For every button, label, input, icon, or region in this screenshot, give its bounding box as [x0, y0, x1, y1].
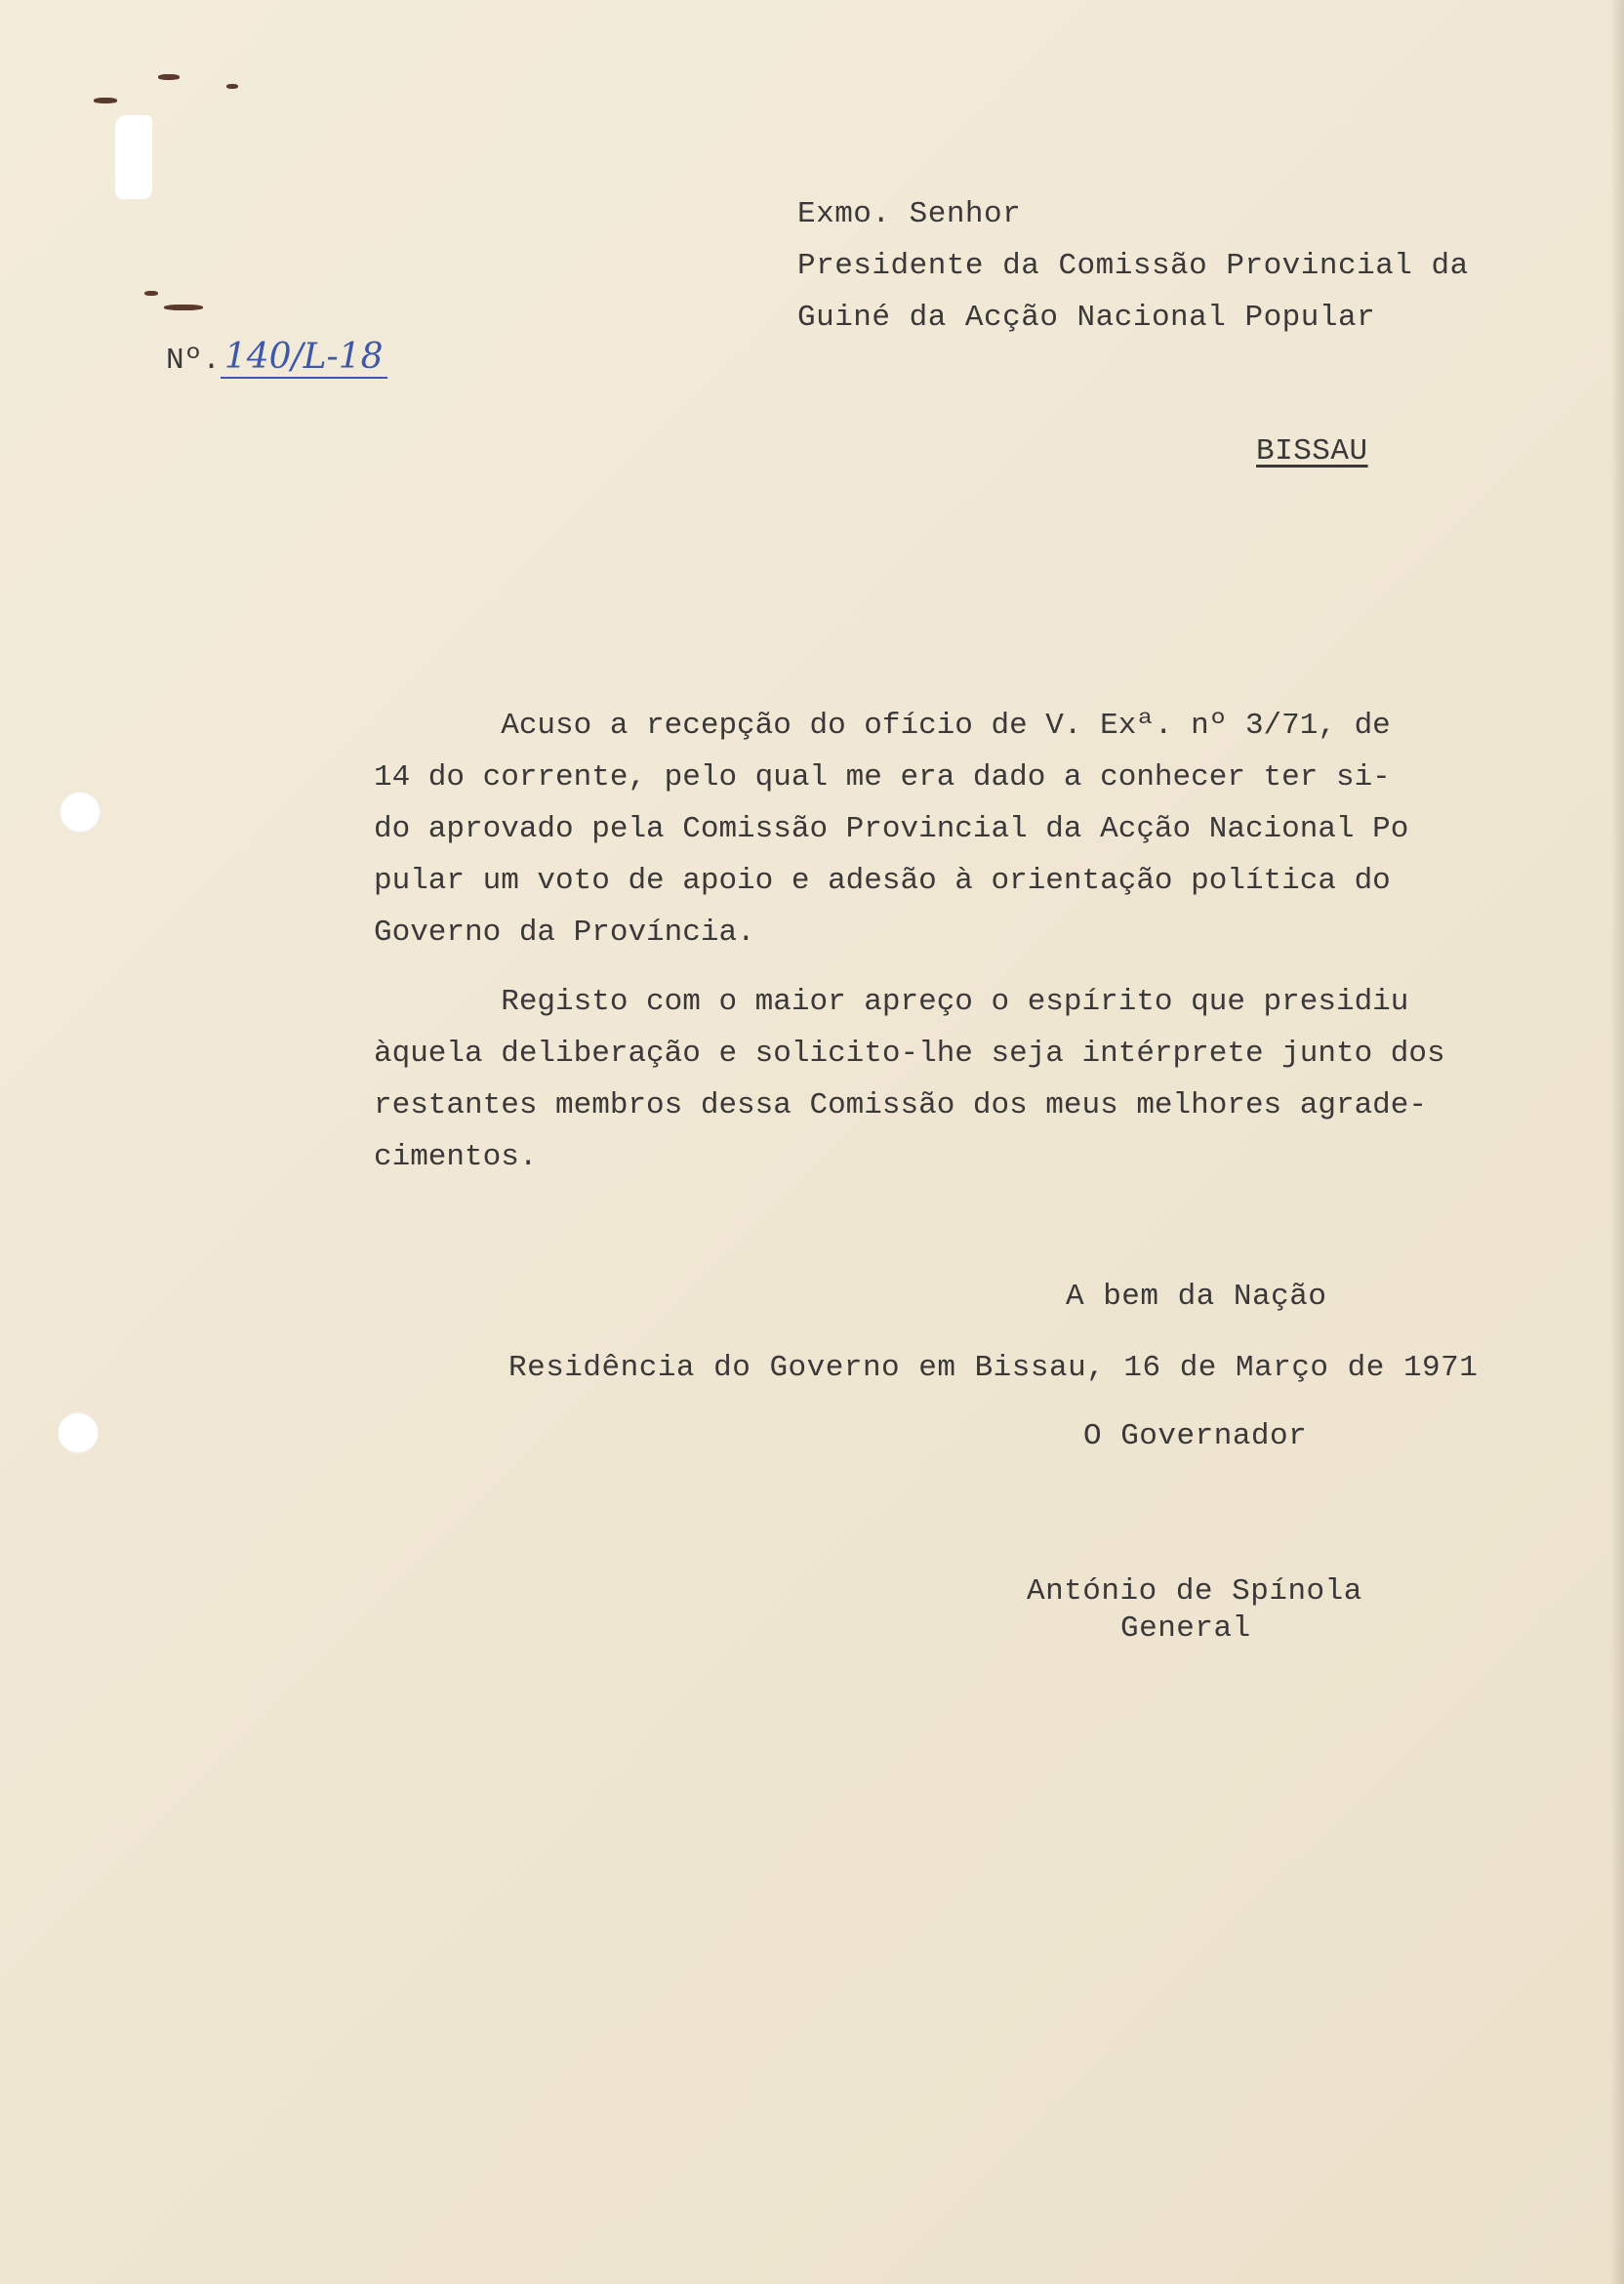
paragraph-line: Acuso a recepção do ofício de V. Exª. nº 3/71, de [374, 709, 1391, 743]
reference-prefix: Nº. [166, 344, 221, 378]
paragraph-line: 14 do corrente, pelo qual me era dado a conhecer ter si- [374, 760, 1391, 795]
reference-number [166, 336, 387, 383]
body-paragraph-1 [374, 700, 1525, 958]
punch-hole [58, 1412, 99, 1453]
ink-speck [144, 291, 158, 296]
signatory-rank: General [1120, 1611, 1251, 1646]
address-salutation: Exmo. Senhor [797, 197, 1022, 231]
ink-speck [158, 74, 180, 80]
address-place: BISSAU [1256, 434, 1368, 469]
paper-edge-shadow [1610, 0, 1624, 2284]
address-line-1: Presidente da Comissão Provincial da [797, 249, 1469, 283]
handwritten-reference: 140/L-18 [221, 337, 387, 379]
paragraph-line: àquela deliberação e solicito-lhe seja intérprete junto dos [374, 1037, 1445, 1071]
body-paragraph-2 [374, 976, 1525, 1183]
ink-speck [226, 84, 238, 89]
paragraph-line: pular um voto de apoio e adesão à orientação política do [374, 864, 1391, 898]
paragraph-line: cimentos. [374, 1140, 538, 1174]
paragraph-line: do aprovado pela Comissão Provincial da Acção Nacional Po [374, 812, 1409, 846]
ink-speck [94, 98, 117, 103]
paragraph-line: Governo da Província. [374, 916, 755, 950]
place-and-date: Residência do Governo em Bissau, 16 de Março de 1971 [508, 1351, 1479, 1385]
punch-hole [60, 792, 101, 833]
ink-speck [164, 305, 203, 310]
paragraph-line: restantes membros dessa Comissão dos meus melhores agrade- [374, 1088, 1427, 1122]
address-line-2: Guiné da Acção Nacional Popular [797, 301, 1376, 335]
signatory-role: O Governador [1083, 1419, 1308, 1453]
closing-motto: A bem da Nação [1066, 1280, 1327, 1314]
torn-paper-mark [115, 115, 152, 199]
paragraph-line: Registo com o maior apreço o espírito que presidiu [374, 985, 1409, 1019]
signatory-name: António de Spínola [1027, 1574, 1362, 1609]
